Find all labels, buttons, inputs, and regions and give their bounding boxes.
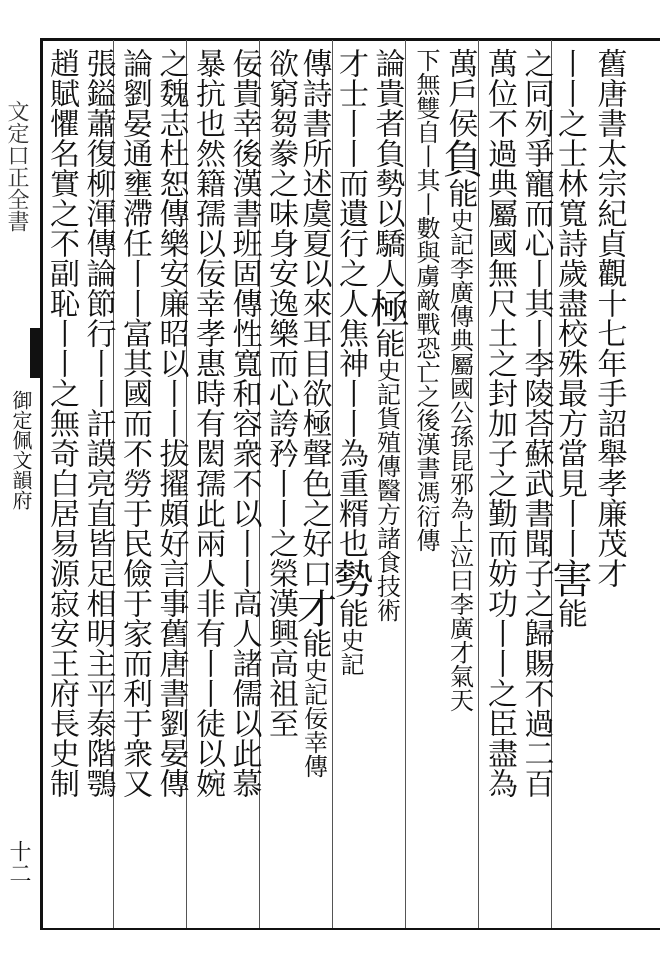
headword-char: 害 <box>546 558 592 598</box>
headword-char: 勢 <box>327 558 373 598</box>
column-text: 萬戶侯 <box>442 48 478 138</box>
text-column <box>513 48 553 928</box>
text-column <box>436 48 483 928</box>
text-column <box>363 48 410 928</box>
headword-char: 負 <box>436 138 483 178</box>
column-text: 論貴者負勢以驕人 <box>369 48 405 288</box>
column-text: 之魏志杜恕傳樂安廉昭以丨丨拔擢頗好言事舊唐書劉晏傳 <box>153 48 189 798</box>
bottom-border-line <box>40 928 660 930</box>
text-column <box>476 48 516 928</box>
column-text: 能 <box>442 178 478 208</box>
top-border-line <box>40 38 660 41</box>
column-text: 才士丨丨而遺行之人焦神丨丨為重糈也 <box>333 48 368 558</box>
text-column <box>327 48 373 928</box>
text-column <box>221 48 261 928</box>
column-text: 能 <box>369 328 405 358</box>
text-column <box>403 48 443 928</box>
column-text: 能 <box>552 598 587 628</box>
column-text: 下無雙自丨其丨數與虜敵戰恐亡之後漢書馮衍傳 <box>412 48 440 552</box>
headword-char: 才 <box>290 588 337 628</box>
column-text: 史記 <box>336 628 364 676</box>
column-text: 萬位不過典屬國無尺土之封加子之勤而妨功丨丨之臣盡為 <box>482 48 517 798</box>
page-margin <box>0 40 40 920</box>
text-column <box>546 48 592 928</box>
column-text: 佞貴幸後漢書班固傳性寬和容衆不以丨丨高人諸儒以此慕 <box>226 48 262 798</box>
column-text: 史記李廣傳典屬國公孫昆邪為上泣曰李廣才氣天 <box>445 208 474 712</box>
text-column <box>290 48 337 928</box>
headword-char: 極 <box>363 288 410 328</box>
column-text: 丨丨之士林寬詩歲盡校殊最方當見丨丨 <box>552 48 587 558</box>
page-number: 十二 <box>6 840 31 884</box>
margin-book-title: 御定佩文韻府 <box>9 390 33 510</box>
column-text: 能 <box>333 598 368 628</box>
column-text: 之同列爭寵而心丨其丨李陵荅蘇武書聞子之歸賜不過二百 <box>518 48 554 798</box>
column-text: 舊唐書太宗紀貞觀十七年手詔舉孝廉茂才 <box>591 48 627 588</box>
column-text: 傳詩書所述虞夏以來耳目欲極聲色之好口 <box>296 48 332 588</box>
text-column <box>184 48 224 928</box>
text-column <box>586 48 626 928</box>
column-text: 能 <box>296 628 332 658</box>
text-column <box>75 48 115 928</box>
margin-top-text: 文定口正全書 <box>4 100 29 232</box>
column-text: 欲窮芻豢之味身安逸樂而心誇矜丨丨之榮漢興高祖至 <box>263 48 298 738</box>
column-text: 論劉晏通壅滯任丨丨富其國而不勞于民儉于家而利于衆又 <box>117 48 152 798</box>
text-column <box>111 48 151 928</box>
column-text: 暴抗也然籍孺以佞幸孝惠時有閎孺此兩人非有丨丨徒以婉 <box>190 48 225 798</box>
column-text: 趙賦懼名實之不副恥丨丨之無奇白居易源寂安王府長史制 <box>44 48 79 798</box>
column-text: 史記佞幸傳 <box>299 658 328 778</box>
text-column <box>38 48 78 928</box>
text-column <box>148 48 188 928</box>
column-text: 史記貨殖傳醫方諸食技術 <box>372 358 401 622</box>
text-column <box>257 48 297 928</box>
column-text: 張鎰蕭復柳渾傳論節行丨丨訐謨亮直皆足相明主平泰階鶚 <box>80 48 116 798</box>
